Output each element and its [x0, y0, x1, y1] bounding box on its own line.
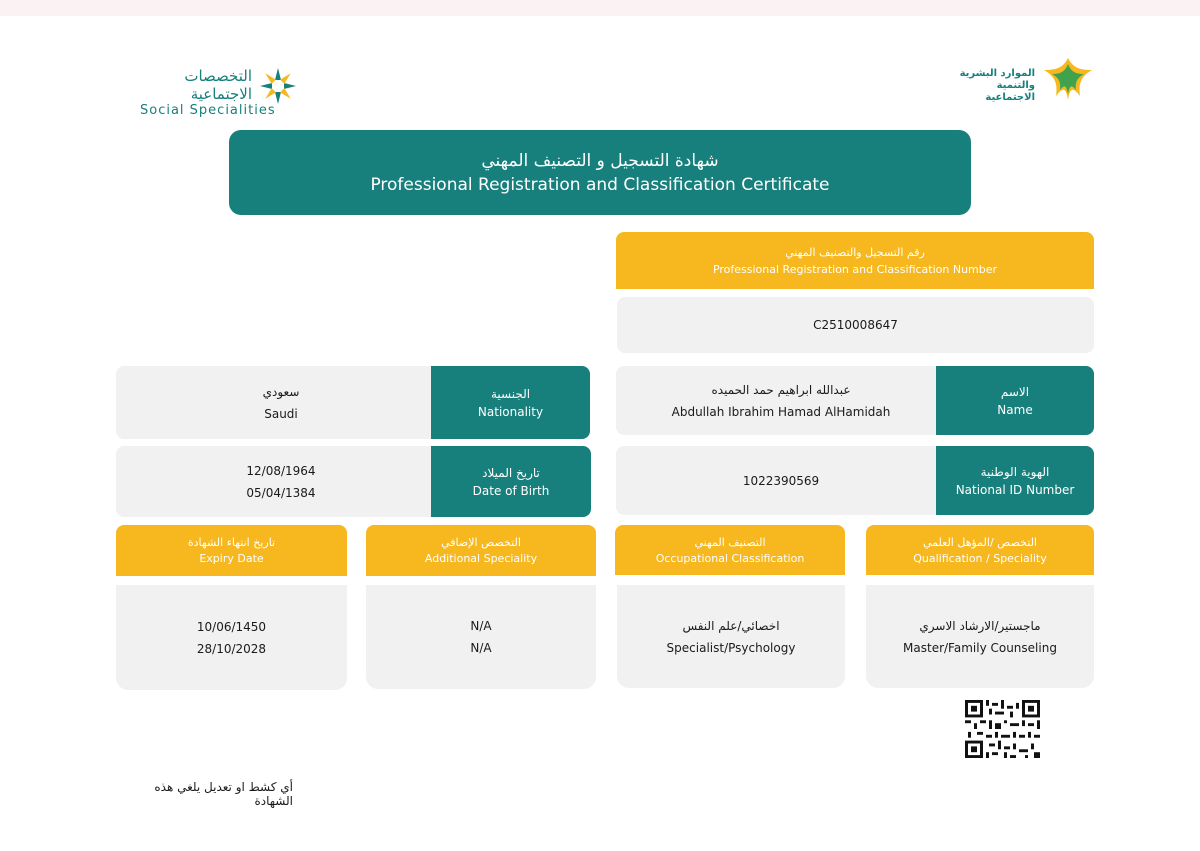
- registration-number-value: C2510008647: [813, 318, 898, 332]
- dob-label-english: Date of Birth: [472, 483, 550, 498]
- expiry-value-gregorian: 28/10/2028: [196, 641, 267, 656]
- name-field: [616, 366, 946, 435]
- logo-left-arabic: التخصصات الاجتماعية: [184, 67, 252, 103]
- nationality-label-arabic: الجنسية: [490, 386, 531, 401]
- name-label-arabic: الاسم: [1000, 384, 1030, 399]
- nationality-label: [431, 366, 590, 439]
- national-id-label-arabic: الهوية الوطنية: [980, 464, 1050, 479]
- additional-label-english: Additional Speciality: [424, 552, 538, 565]
- expiry-value-hijri: 10/06/1450: [196, 619, 267, 634]
- certificate-title-arabic: شهادة التسجيل و التصنيف المهني: [481, 150, 719, 171]
- additional-speciality-field: [366, 585, 596, 689]
- registration-label-english: Professional Registration and Classification Number: [712, 262, 998, 276]
- expiry-label-arabic: تاريخ انتهاء الشهادة: [187, 536, 276, 549]
- nationality-value-english: Saudi: [264, 406, 298, 421]
- name-value-arabic: عبدالله ابراهيم حمد الحميده: [711, 382, 851, 397]
- hrsd-logo-icon: [1040, 56, 1096, 102]
- star-logo-icon: [258, 66, 298, 106]
- dob-value-hijri: 05/04/1384: [246, 485, 316, 500]
- expiry-date-field: [116, 585, 347, 690]
- name-value-english: Abdullah Ibrahim Hamad AlHamidah: [671, 404, 891, 419]
- top-bar: [0, 0, 1200, 16]
- national-id-field: [616, 446, 946, 515]
- dob-value-gregorian: 12/08/1964: [246, 463, 316, 478]
- footer-note: أي كشط او تعديل يلغي هذه الشهادة: [154, 780, 293, 808]
- occupational-header: [615, 525, 845, 575]
- certificate-title-english: Professional Registration and Classification Certificate: [370, 174, 830, 195]
- occupational-value-english: Specialist/Psychology: [666, 640, 796, 655]
- registration-number-field: [617, 297, 1094, 353]
- dob-label: [431, 446, 591, 517]
- expiry-date-header: [116, 525, 347, 576]
- national-id-label-english: National ID Number: [955, 482, 1075, 497]
- additional-value-1: N/A: [470, 619, 492, 633]
- qr-code-icon: [965, 700, 1040, 758]
- logo-left-english: Social Specialities: [140, 103, 276, 118]
- nationality-value-arabic: سعودي: [262, 384, 300, 399]
- registration-number-header: [616, 232, 1094, 289]
- dob-field: [116, 446, 446, 517]
- national-id-value: 1022390569: [742, 473, 820, 488]
- national-id-label: [936, 446, 1094, 515]
- certificate-title-banner: [229, 130, 971, 215]
- name-label-english: Name: [997, 402, 1033, 417]
- registration-label-arabic: رقم التسجيل والتصنيف المهني: [785, 245, 925, 259]
- qualification-label-english: Qualification / Speciality: [913, 551, 1047, 565]
- occupational-field: [617, 585, 845, 688]
- occupational-value-arabic: اخصائي/علم النفس: [682, 618, 780, 633]
- hrsd-logo-line2: والتنمية الاجتماعية: [985, 80, 1035, 103]
- qualification-field: [866, 585, 1094, 688]
- dob-label-arabic: تاريخ الميلاد: [482, 465, 540, 480]
- qualification-value-english: Master/Family Counseling: [903, 640, 1057, 655]
- additional-label-arabic: التخصص الإضافي: [441, 536, 521, 549]
- qualification-header: [866, 525, 1094, 575]
- hrsd-logo-line1: الموارد البشرية: [959, 68, 1035, 79]
- qualification-label-arabic: التخصص /المؤهل العلمي: [922, 535, 1037, 549]
- qualification-value-arabic: ماجستير/الارشاد الاسري: [919, 618, 1041, 633]
- expiry-label-english: Expiry Date: [199, 552, 264, 565]
- occupational-label-arabic: التصنيف المهني: [694, 535, 766, 549]
- additional-speciality-header: [366, 525, 596, 576]
- additional-value-2: N/A: [470, 641, 492, 655]
- social-specialities-logo-text: [140, 67, 276, 118]
- name-label: [936, 366, 1094, 435]
- hrsd-logo-text: [955, 68, 1035, 104]
- occupational-label-english: Occupational Classification: [655, 551, 805, 565]
- nationality-label-english: Nationality: [477, 404, 544, 419]
- nationality-field: [116, 366, 446, 439]
